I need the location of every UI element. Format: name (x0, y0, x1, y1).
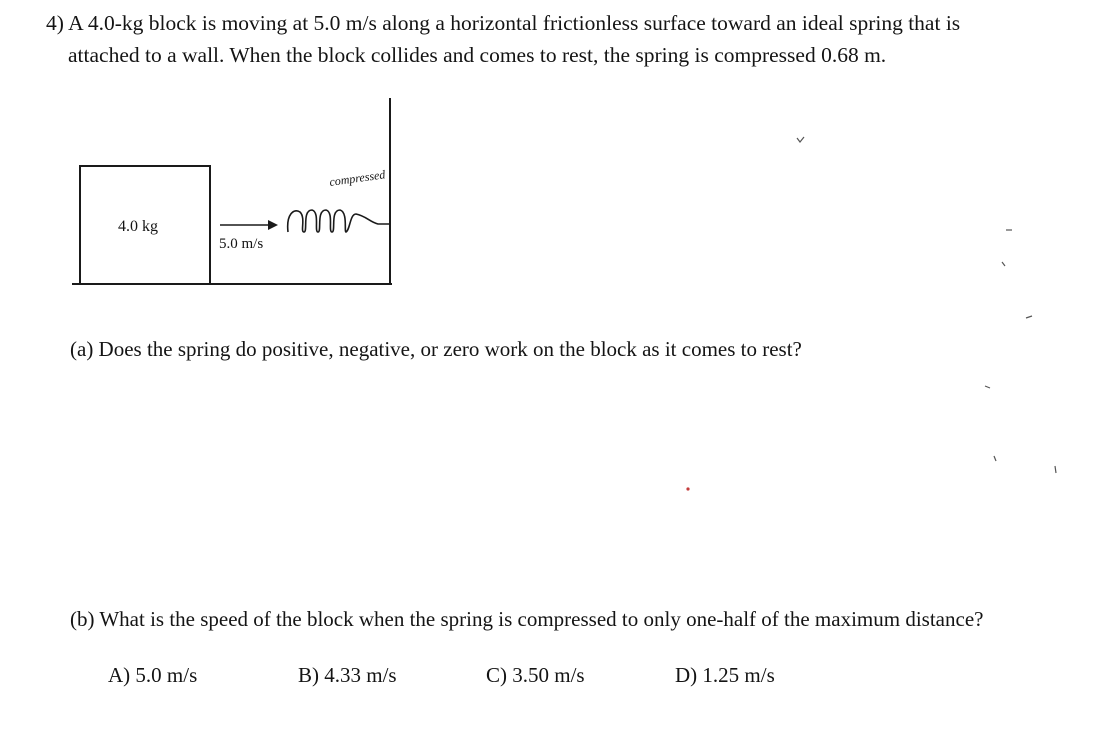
problem-statement-line-1: 4) A 4.0-kg block is moving at 5.0 m/s along a horizontal frictionless surface toward an ideal spring that is (46, 11, 961, 35)
question-part-a: (a) Does the spring do positive, negative, or zero work on the block as it comes to rest? (70, 337, 802, 361)
answer-choice-d[interactable]: D) 1.25 m/s (675, 663, 775, 687)
velocity-label: 5.0 m/s (219, 236, 264, 252)
answer-choice-c[interactable]: C) 3.50 m/s (486, 663, 585, 687)
answer-choice-a[interactable]: A) 5.0 m/s (108, 663, 198, 687)
spring-coil (288, 210, 390, 232)
question-part-b: (b) What is the speed of the block when the spring is compressed to only one-half of the maximum distance? (70, 607, 984, 631)
scan-specks (797, 137, 1056, 473)
velocity-arrow (220, 220, 278, 230)
block (80, 166, 210, 284)
handwritten-compressed-note: compressed (328, 167, 387, 189)
answer-choice-b[interactable]: B) 4.33 m/s (298, 663, 397, 687)
block-mass-label: 4.0 kg (118, 218, 158, 235)
problem-statement-line-2: attached to a wall. When the block collides and comes to rest, the spring is compressed 0.68 m. (68, 43, 887, 67)
red-speck (686, 487, 689, 490)
